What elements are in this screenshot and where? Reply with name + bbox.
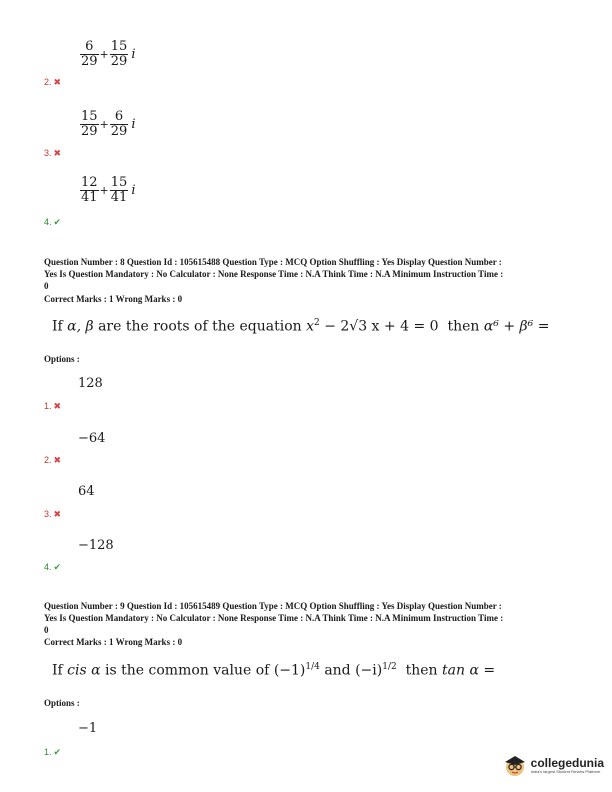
option-4-expression: $\frac{12}{41}$ + $\frac{15}{41}$ i	[81, 175, 136, 205]
q8-option-3-value: 64	[78, 484, 95, 499]
cross-icon: ✖	[53, 510, 62, 520]
option-3-label: 3. ✖	[44, 148, 62, 159]
check-icon: ✔	[53, 563, 62, 573]
logo-name: collegedunia	[530, 755, 604, 770]
q9-option-1-label: 1. ✔	[44, 747, 62, 758]
question-9-marks: Correct Marks : 1 Wrong Marks : 0	[44, 637, 183, 647]
q8-option-4-value: −128	[78, 538, 114, 553]
question-8-marks: Correct Marks : 1 Wrong Marks : 0	[44, 294, 183, 304]
cross-icon: ✖	[53, 402, 62, 412]
q8-option-3-label: 3. ✖	[44, 509, 62, 520]
cross-icon: ✖	[53, 456, 62, 466]
check-icon: ✔	[53, 748, 62, 758]
question-9-options-label: Options :	[44, 698, 80, 708]
question-9-meta: Question Number : 9 Question Id : 105615489 Question Type : MCQ Option Shuffling : Yes Display Question Number : Yes Is Question Mandatory : No Calculator : None Response Time : N.A Think Time : N.A Minimum Instruction Time : 0	[44, 601, 504, 635]
option-2-expression: $\frac{6}{29}$ + $\frac{15}{29}$ i	[81, 39, 136, 69]
collegedunia-logo	[502, 752, 604, 778]
q8-option-1-value: 128	[78, 376, 103, 391]
check-icon: ✔	[53, 218, 62, 228]
mascot-icon	[502, 752, 528, 778]
option-3-expression: $\frac{15}{29}$ + $\frac{6}{29}$ i	[81, 109, 136, 139]
q8-option-2-value: −64	[78, 431, 106, 446]
option-2-label: 2. ✖	[44, 77, 62, 88]
q8-option-4-label: 4. ✔	[44, 562, 62, 573]
logo-tagline: India's largest Student Review Platform	[530, 768, 601, 774]
option-4-label: 4. ✔	[44, 217, 62, 228]
cross-icon: ✖	[53, 78, 62, 88]
question-8-text: If α, β are the roots of the equation $x^2 - 2√3$ x + 4 = 0 then α⁶ + β⁶ =	[52, 318, 550, 335]
cross-icon: ✖	[53, 149, 62, 159]
question-8-options-label: Options :	[44, 354, 80, 364]
q8-option-1-label: 1. ✖	[44, 401, 62, 412]
question-8-meta: Question Number : 8 Question Id : 105615488 Question Type : MCQ Option Shuffling : Yes Display Question Number : Yes Is Question Mandatory : No Calculator : None Response Time : N.A Think Time : N.A Minimum Instruction Time : 0	[44, 257, 504, 291]
question-9-text: If cis α is the common value of $(-1)^{1/4}$ and $(-i)^{1/2}$ then tan α =	[52, 662, 496, 679]
q9-option-1-value: −1	[78, 721, 98, 736]
q8-option-2-label: 2. ✖	[44, 455, 62, 466]
